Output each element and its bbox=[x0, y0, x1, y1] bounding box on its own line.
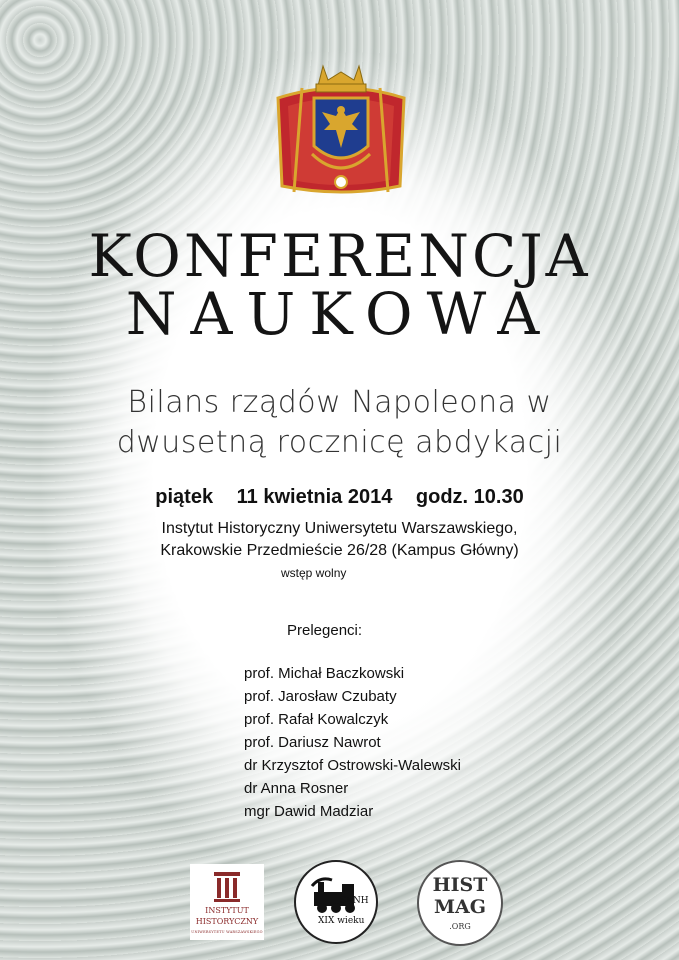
histmag-logo bbox=[417, 860, 503, 946]
speaker-item: dr Anna Rosner bbox=[244, 780, 349, 797]
venue-line-2: Krakowskie Przedmieście 26/28 (Kampus Główny) bbox=[160, 542, 519, 559]
venue-line-1: Instytut Historyczny Uniwersytetu Warszawskiego, bbox=[161, 520, 518, 537]
speakers-list bbox=[244, 662, 461, 823]
venue bbox=[0, 518, 679, 562]
speaker-item: mgr Dawid Madziar bbox=[244, 803, 374, 820]
imperial-eagle-crest-icon bbox=[268, 58, 414, 204]
speaker-item: dr Krzysztof Ostrowski-Walewski bbox=[244, 757, 461, 774]
entry-info: wstęp wolny bbox=[281, 566, 347, 580]
columns-icon bbox=[212, 870, 242, 904]
conference-subtitle bbox=[0, 383, 679, 463]
subtitle-line-2: dwusetną rocznicę abdykacji bbox=[116, 425, 563, 460]
speaker-item: prof. Rafał Kowalczyk bbox=[244, 711, 389, 728]
ih-name-line-2: HISTORYCZNY bbox=[195, 917, 259, 926]
ih-name-line-3: UNIWERSYTETU WARSZAWSKIEGO bbox=[191, 930, 263, 934]
instytut-historyczny-logo bbox=[190, 864, 264, 940]
event-day: piątek bbox=[155, 486, 214, 508]
title-line-1: KONFERENCJA bbox=[88, 222, 591, 290]
histmag-line-2: MAG bbox=[434, 896, 486, 918]
title-line-2: NAUKOWA bbox=[125, 280, 554, 348]
speaker-item: prof. Jarosław Czubaty bbox=[244, 688, 397, 705]
speaker-item: prof. Dariusz Nawrot bbox=[244, 734, 381, 751]
sknh-century: XIX wieku bbox=[318, 916, 365, 926]
histmag-line-3: .ORG bbox=[449, 922, 471, 931]
date-line bbox=[0, 486, 679, 509]
subtitle-line-1: Bilans rządów Napoleona w bbox=[127, 385, 552, 420]
speakers-label: Prelegenci: bbox=[287, 622, 363, 639]
histmag-line-1: HIST bbox=[432, 874, 488, 896]
speaker-item: prof. Michał Baczkowski bbox=[244, 665, 405, 682]
event-date: 11 kwietnia 2014 bbox=[236, 486, 393, 508]
ih-name-line-1: INSTYTUT bbox=[205, 906, 249, 915]
sknh-logo bbox=[294, 860, 378, 944]
event-time: godz. 10.30 bbox=[415, 486, 524, 508]
sknh-name: SKNH bbox=[340, 896, 369, 906]
